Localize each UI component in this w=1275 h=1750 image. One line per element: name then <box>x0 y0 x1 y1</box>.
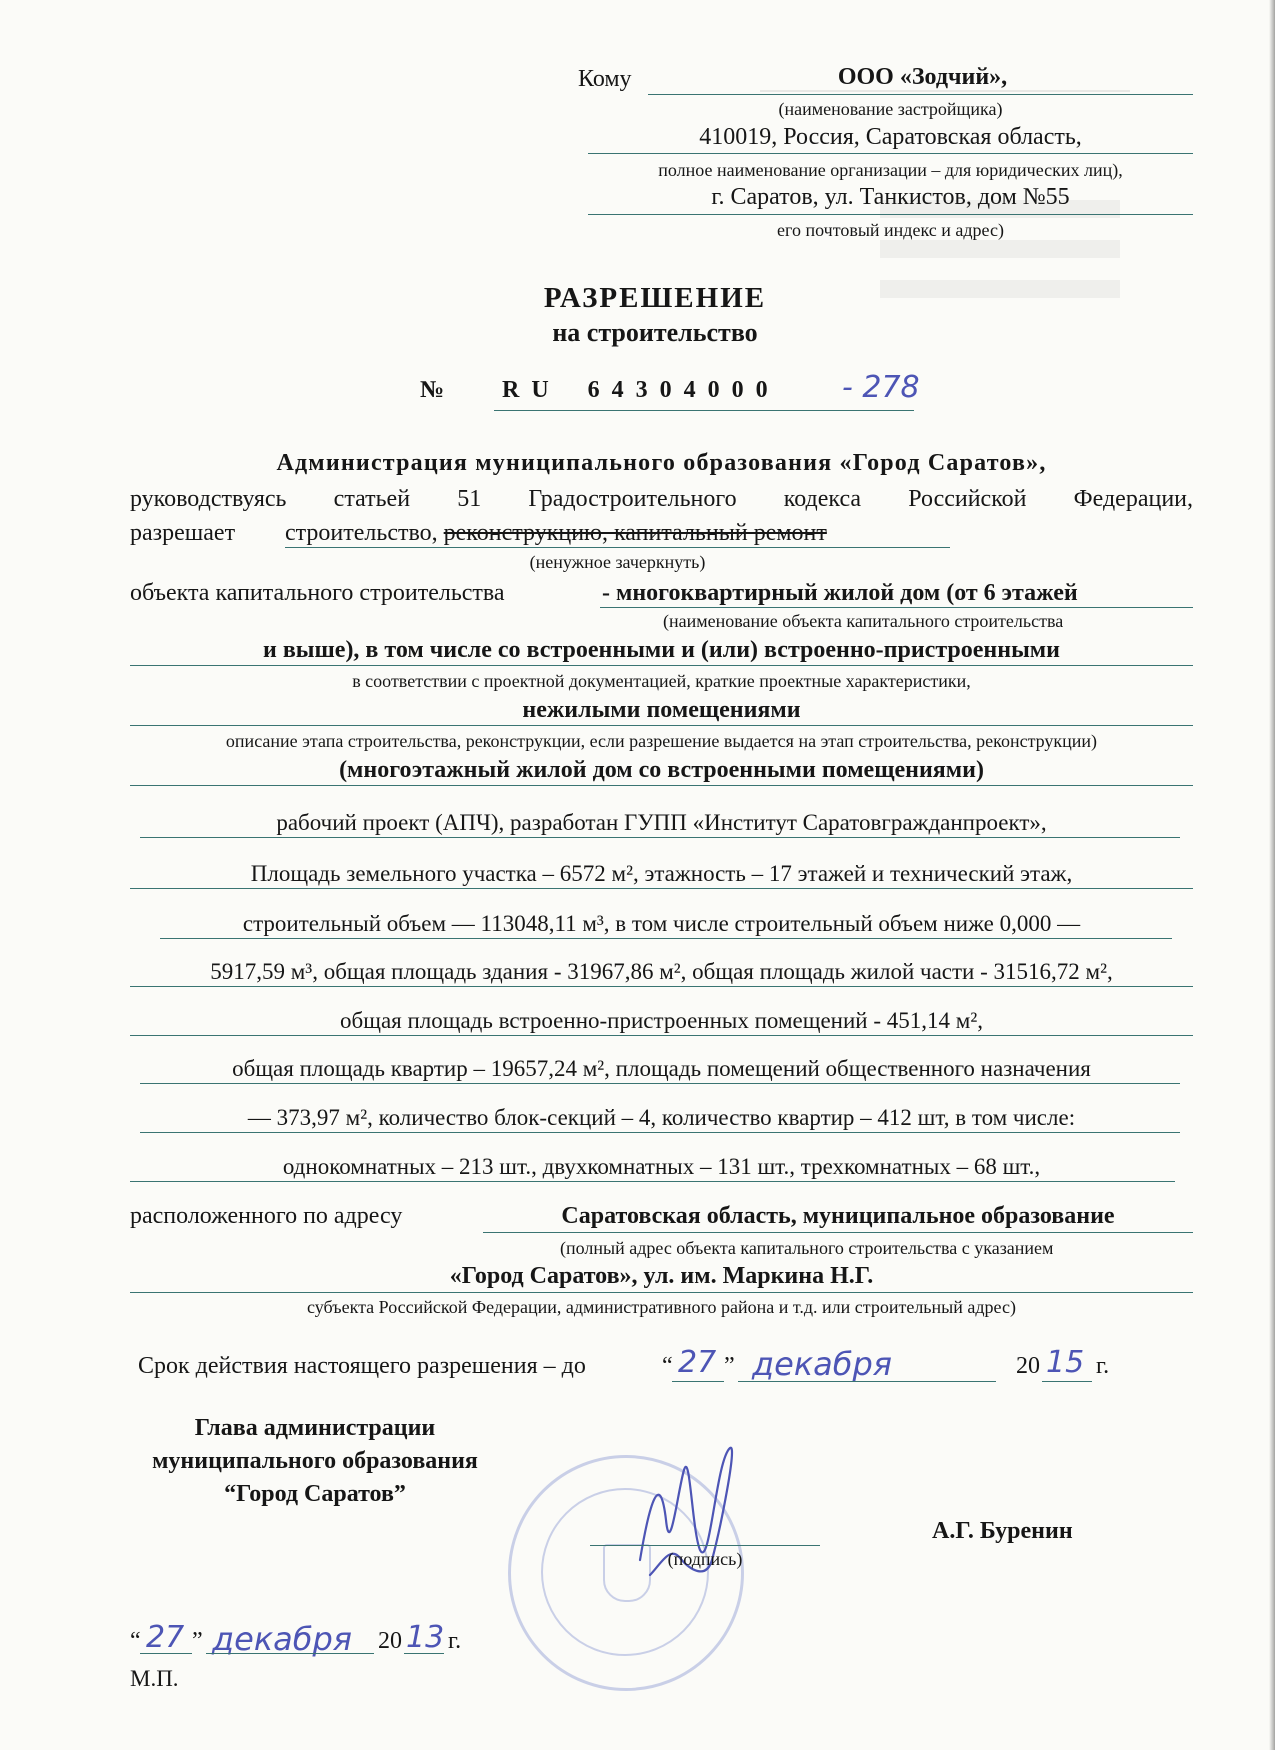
document-subtitle: на строительство <box>552 318 758 347</box>
document-title: РАЗРЕШЕНИЕ <box>543 282 767 314</box>
spec-line: 5917,59 м³, общая площадь здания - 31967,86 м², общая площадь жилой части - 31516,72 м², <box>210 959 1113 984</box>
spec-line-rule <box>130 1181 1175 1182</box>
developer-address-line1-rule <box>588 153 1193 154</box>
permits-caption: (ненужное зачеркнуть) <box>529 552 706 572</box>
issue-open-quote: “ <box>130 1628 141 1654</box>
spec-line: однокомнатных – 213 шт., двухкомнатных – 131 шт., трехкомнатных – 68 шт., <box>282 1154 1041 1179</box>
spec-line: Площадь земельного участка – 6572 м², этажность – 17 этажей и технический этаж, <box>250 861 1073 886</box>
issue-day: 27 <box>146 1620 185 1655</box>
permit-number-handwritten: - 278 <box>842 370 920 405</box>
address-value1-rule <box>483 1232 1193 1233</box>
issue-year-prefix: 20 <box>378 1628 402 1654</box>
validity-day-rule <box>672 1381 724 1382</box>
object-label: объекта капитального строительства <box>130 580 505 606</box>
spec-line-rule <box>160 938 1172 939</box>
address-value2: «Город Саратов», ул. им. Маркина Н.Г. <box>449 1263 874 1289</box>
to-label: Кому <box>578 66 632 92</box>
validity-day: 27 <box>678 1345 717 1380</box>
permits-kept: строительство, <box>285 520 438 546</box>
signature-line <box>590 1545 820 1546</box>
developer-address-line1: 410019, Россия, Саратовская область, <box>699 124 1082 150</box>
issue-month: декабря <box>212 1620 353 1658</box>
spec-line-rule <box>130 1035 1193 1036</box>
signature-caption: (подпись) <box>667 1549 743 1569</box>
permits-struck: реконструкцию, капитальный ремонт <box>443 520 827 546</box>
object-caption2: в соответствии с проектной документацией, краткие проектные характеристики, <box>352 671 971 691</box>
issue-day-rule <box>140 1653 192 1654</box>
object-line3-rule <box>130 725 1193 726</box>
number-sign: № <box>420 377 445 403</box>
signer-name: А.Г. Буренин <box>932 1518 1073 1544</box>
permit-number-line <box>494 410 914 411</box>
permit-number: R U 6 4 3 0 4 0 0 0 <box>502 377 771 403</box>
object-line2-rule <box>130 665 1193 666</box>
object-line1: - многоквартирный жилой дом (от 6 этажей <box>602 580 1078 606</box>
spec-line-rule <box>140 1132 1180 1133</box>
issue-month-rule <box>206 1653 374 1654</box>
scan-edge-shadow <box>1269 0 1275 1750</box>
spec-line-rule <box>140 1083 1180 1084</box>
address-caption2: субъекта Российской Федерации, административного района и т.д. или строительный адрес) <box>307 1297 1016 1317</box>
spec-line: общая площадь встроенно-пристроенных помещений - 451,14 м², <box>340 1008 983 1033</box>
spec-line-rule <box>140 837 1180 838</box>
object-line1-rule <box>600 607 1193 608</box>
address-caption1: (полный адрес объекта капитального строительства с указанием <box>560 1238 1054 1258</box>
object-line3: нежилыми помещениями <box>522 697 801 723</box>
developer-name-line <box>648 94 1193 95</box>
permits-line <box>285 547 950 548</box>
spec-line-rule <box>130 986 1193 987</box>
validity-year-prefix: 20 <box>1016 1353 1040 1379</box>
address-label: расположенного по адресу <box>130 1203 403 1229</box>
developer-address-caption1: полное наименование организации – для юридических лиц), <box>658 160 1123 180</box>
spec-line: рабочий проект (АПЧ), разработан ГУПП «Институт Саратовгражданпроект», <box>276 810 1047 835</box>
spec-line-rule <box>130 888 1193 889</box>
validity-year-suffix: 15 <box>1046 1345 1085 1380</box>
developer-address-caption2: его почтовый индекс и адрес) <box>777 220 1004 240</box>
permits-label: разрешает <box>130 520 236 546</box>
permits-values <box>285 520 827 547</box>
issue-year-suffix: 13 <box>406 1620 445 1655</box>
validity-year-rule <box>1042 1381 1092 1382</box>
developer-address-line2: г. Саратов, ул. Танкистов, дом №55 <box>711 184 1070 210</box>
issue-year-rule <box>404 1653 444 1654</box>
object-line4-rule <box>130 785 1193 786</box>
authority-name: Администрация муниципального образования «Город Саратов», <box>276 450 1047 476</box>
signer-position: Глава администрации муниципального образования “Город Саратов” <box>152 1415 478 1508</box>
object-caption1: (наименование объекта капитального строительства <box>663 611 1064 631</box>
validity-month-rule <box>738 1381 996 1382</box>
validity-year-unit: г. <box>1096 1353 1110 1379</box>
developer-address-line2-rule <box>588 214 1193 215</box>
address-value2-rule <box>130 1292 1193 1293</box>
validity-label: Срок действия настоящего разрешения – до <box>138 1353 586 1379</box>
spec-line: — 373,97 м², количество блок-секций – 4, количество квартир – 412 шт, в том числе: <box>247 1105 1076 1130</box>
seal-placeholder-label: М.П. <box>130 1666 179 1691</box>
object-line4: (многоэтажный жилой дом со встроенными помещениями) <box>339 757 984 783</box>
object-line2: и выше), в том числе со встроенными и (или) встроенно-пристроенными <box>263 637 1060 663</box>
address-value1: Саратовская область, муниципальное образование <box>561 1203 1115 1229</box>
developer-name: ООО «Зодчий», <box>837 64 1008 90</box>
spec-line: общая площадь квартир – 19657,24 м², площадь помещений общественного назначения <box>232 1056 1091 1081</box>
validity-month: декабря <box>752 1345 893 1383</box>
validity-open-quote: “ <box>662 1353 673 1379</box>
legal-basis: руководствуясь статьей 51 Градостроительного кодекса Российской Федерации, <box>130 486 1193 512</box>
spec-line: строительный объем — 113048,11 м³, в том числе строительный объем ниже 0,000 — <box>242 911 1081 936</box>
developer-name-caption: (наименование застройщика) <box>778 99 1003 119</box>
object-caption3: описание этапа строительства, реконструкции, если разрешение выдается на этап строительства, реконструкции) <box>225 731 1098 751</box>
issue-year-unit: г. <box>448 1628 462 1654</box>
validity-close-quote: ” <box>724 1353 735 1379</box>
issue-close-quote: ” <box>192 1628 203 1654</box>
